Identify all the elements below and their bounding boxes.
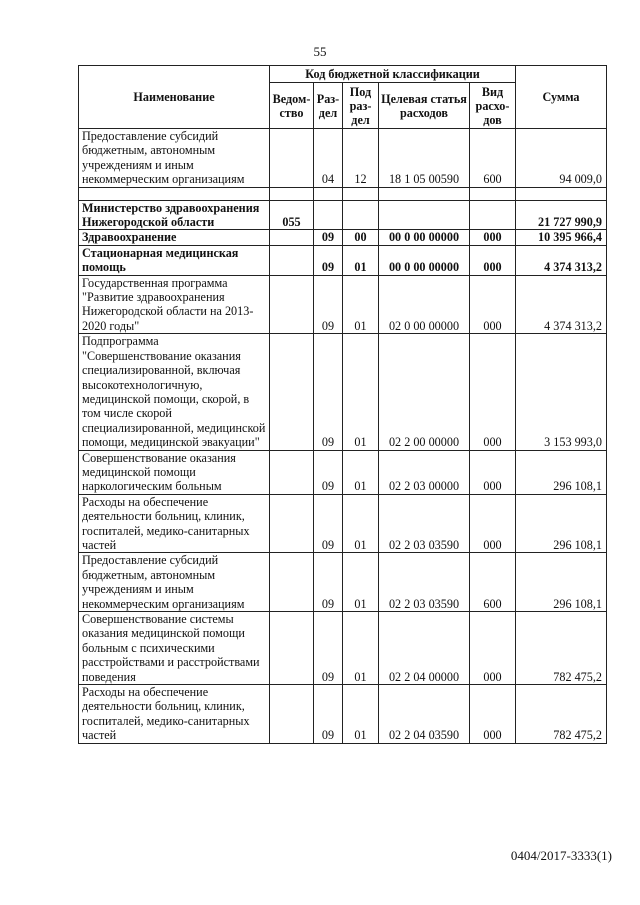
header-code-group: Код бюджетной классификации [270, 66, 516, 83]
row-dept [270, 450, 314, 494]
header-name: Наименование [79, 66, 270, 129]
row-target: 02 0 00 00000 [379, 275, 470, 334]
row-name: Предоставление субсидий бюджетным, автономным учреждениям и иным некоммерческим организациям [79, 553, 270, 612]
row-amount: 21 727 990,9 [516, 200, 607, 230]
table-row [79, 275, 607, 334]
row-subsection: 01 [343, 612, 379, 685]
row-amount: 782 475,2 [516, 685, 607, 744]
row-section [314, 200, 343, 230]
table-row [79, 245, 607, 275]
header-section: Раз-дел [314, 83, 343, 129]
row-name: Стационарная медицинская помощь [79, 245, 270, 275]
page-number: 55 [313, 44, 327, 59]
row-section: 09 [314, 450, 343, 494]
row-name: Здравоохранение [79, 230, 270, 245]
row-subsection: 01 [343, 494, 379, 553]
row-subsection: 01 [343, 245, 379, 275]
row-subsection: 01 [343, 334, 379, 450]
table-row [79, 334, 607, 450]
row-section: 09 [314, 494, 343, 553]
row-subsection [343, 200, 379, 230]
row-name: Совершенствование системы оказания медицинской помощи больным с психическими расстройствами и расстройствами поведения [79, 612, 270, 685]
row-amount: 3 153 993,0 [516, 334, 607, 450]
row-target: 00 0 00 00000 [379, 245, 470, 275]
row-dept [270, 612, 314, 685]
row-section: 09 [314, 685, 343, 744]
row-target: 02 2 04 00000 [379, 612, 470, 685]
header-expense-type: Вид расхо-дов [470, 83, 516, 129]
row-amount: 296 108,1 [516, 553, 607, 612]
table-row [79, 553, 607, 612]
row-expense-type: 000 [470, 230, 516, 245]
table-row [79, 450, 607, 494]
row-amount: 296 108,1 [516, 494, 607, 553]
row-section: 09 [314, 553, 343, 612]
row-expense-type: 000 [470, 494, 516, 553]
row-subsection: 01 [343, 275, 379, 334]
row-name: Предоставление субсидий бюджетным, автономным учреждениям и иным некоммерческим организациям [79, 129, 270, 188]
row-section: 09 [314, 612, 343, 685]
row-target: 00 0 00 00000 [379, 230, 470, 245]
row-expense-type: 000 [470, 685, 516, 744]
row-expense-type: 000 [470, 245, 516, 275]
row-amount: 296 108,1 [516, 450, 607, 494]
row-amount: 4 374 313,2 [516, 275, 607, 334]
row-target [379, 200, 470, 230]
row-subsection: 01 [343, 450, 379, 494]
spacer-row [79, 187, 607, 200]
row-expense-type: 000 [470, 275, 516, 334]
row-expense-type: 600 [470, 553, 516, 612]
row-section: 09 [314, 334, 343, 450]
row-expense-type: 000 [470, 450, 516, 494]
row-dept [270, 494, 314, 553]
row-name: Государственная программа "Развитие здравоохранения Нижегородской области на 2013-2020 годы" [79, 275, 270, 334]
row-dept [270, 230, 314, 245]
table-row [79, 494, 607, 553]
table-row [79, 612, 607, 685]
row-target: 02 2 03 03590 [379, 553, 470, 612]
row-target: 02 2 00 00000 [379, 334, 470, 450]
table-row [79, 200, 607, 230]
row-name: Подпрограмма "Совершенствование оказания специализированной, включая высокотехнологичную, медицинской помощи, скорой, в том числе скорой специализированной, медицинской помощи, медицинской эвакуации" [79, 334, 270, 450]
row-name: Расходы на обеспечение деятельности больниц, клиник, госпиталей, медико-санитарных частей [79, 494, 270, 553]
header-amount: Сумма [516, 66, 607, 129]
row-dept [270, 685, 314, 744]
row-dept [270, 553, 314, 612]
row-expense-type [470, 200, 516, 230]
table-row [79, 129, 607, 188]
row-target: 18 1 05 00590 [379, 129, 470, 188]
row-amount: 782 475,2 [516, 612, 607, 685]
row-dept [270, 275, 314, 334]
row-amount: 10 395 966,4 [516, 230, 607, 245]
row-section: 04 [314, 129, 343, 188]
header-target: Целевая статья расходов [379, 83, 470, 129]
row-expense-type: 600 [470, 129, 516, 188]
row-subsection: 01 [343, 553, 379, 612]
row-amount: 4 374 313,2 [516, 245, 607, 275]
row-dept: 055 [270, 200, 314, 230]
table-row [79, 230, 607, 245]
row-subsection: 12 [343, 129, 379, 188]
row-subsection: 01 [343, 685, 379, 744]
row-section: 09 [314, 230, 343, 245]
row-target: 02 2 03 00000 [379, 450, 470, 494]
row-dept [270, 129, 314, 188]
row-amount: 94 009,0 [516, 129, 607, 188]
row-expense-type: 000 [470, 334, 516, 450]
header-subsection: Под раз-дел [343, 83, 379, 129]
row-target: 02 2 03 03590 [379, 494, 470, 553]
row-subsection: 00 [343, 230, 379, 245]
row-name: Расходы на обеспечение деятельности больниц, клиник, госпиталей, медико-санитарных частей [79, 685, 270, 744]
budget-table [78, 65, 607, 744]
table-row [79, 685, 607, 744]
row-name: Министерство здравоохранения Нижегородской области [79, 200, 270, 230]
row-dept [270, 334, 314, 450]
header-dept: Ведом-ство [270, 83, 314, 129]
row-dept [270, 245, 314, 275]
row-name: Совершенствование оказания медицинской помощи наркологическим больным [79, 450, 270, 494]
document-code: 0404/2017-3333(1) [510, 848, 612, 863]
row-expense-type: 000 [470, 612, 516, 685]
row-section: 09 [314, 245, 343, 275]
row-target: 02 2 04 03590 [379, 685, 470, 744]
row-section: 09 [314, 275, 343, 334]
